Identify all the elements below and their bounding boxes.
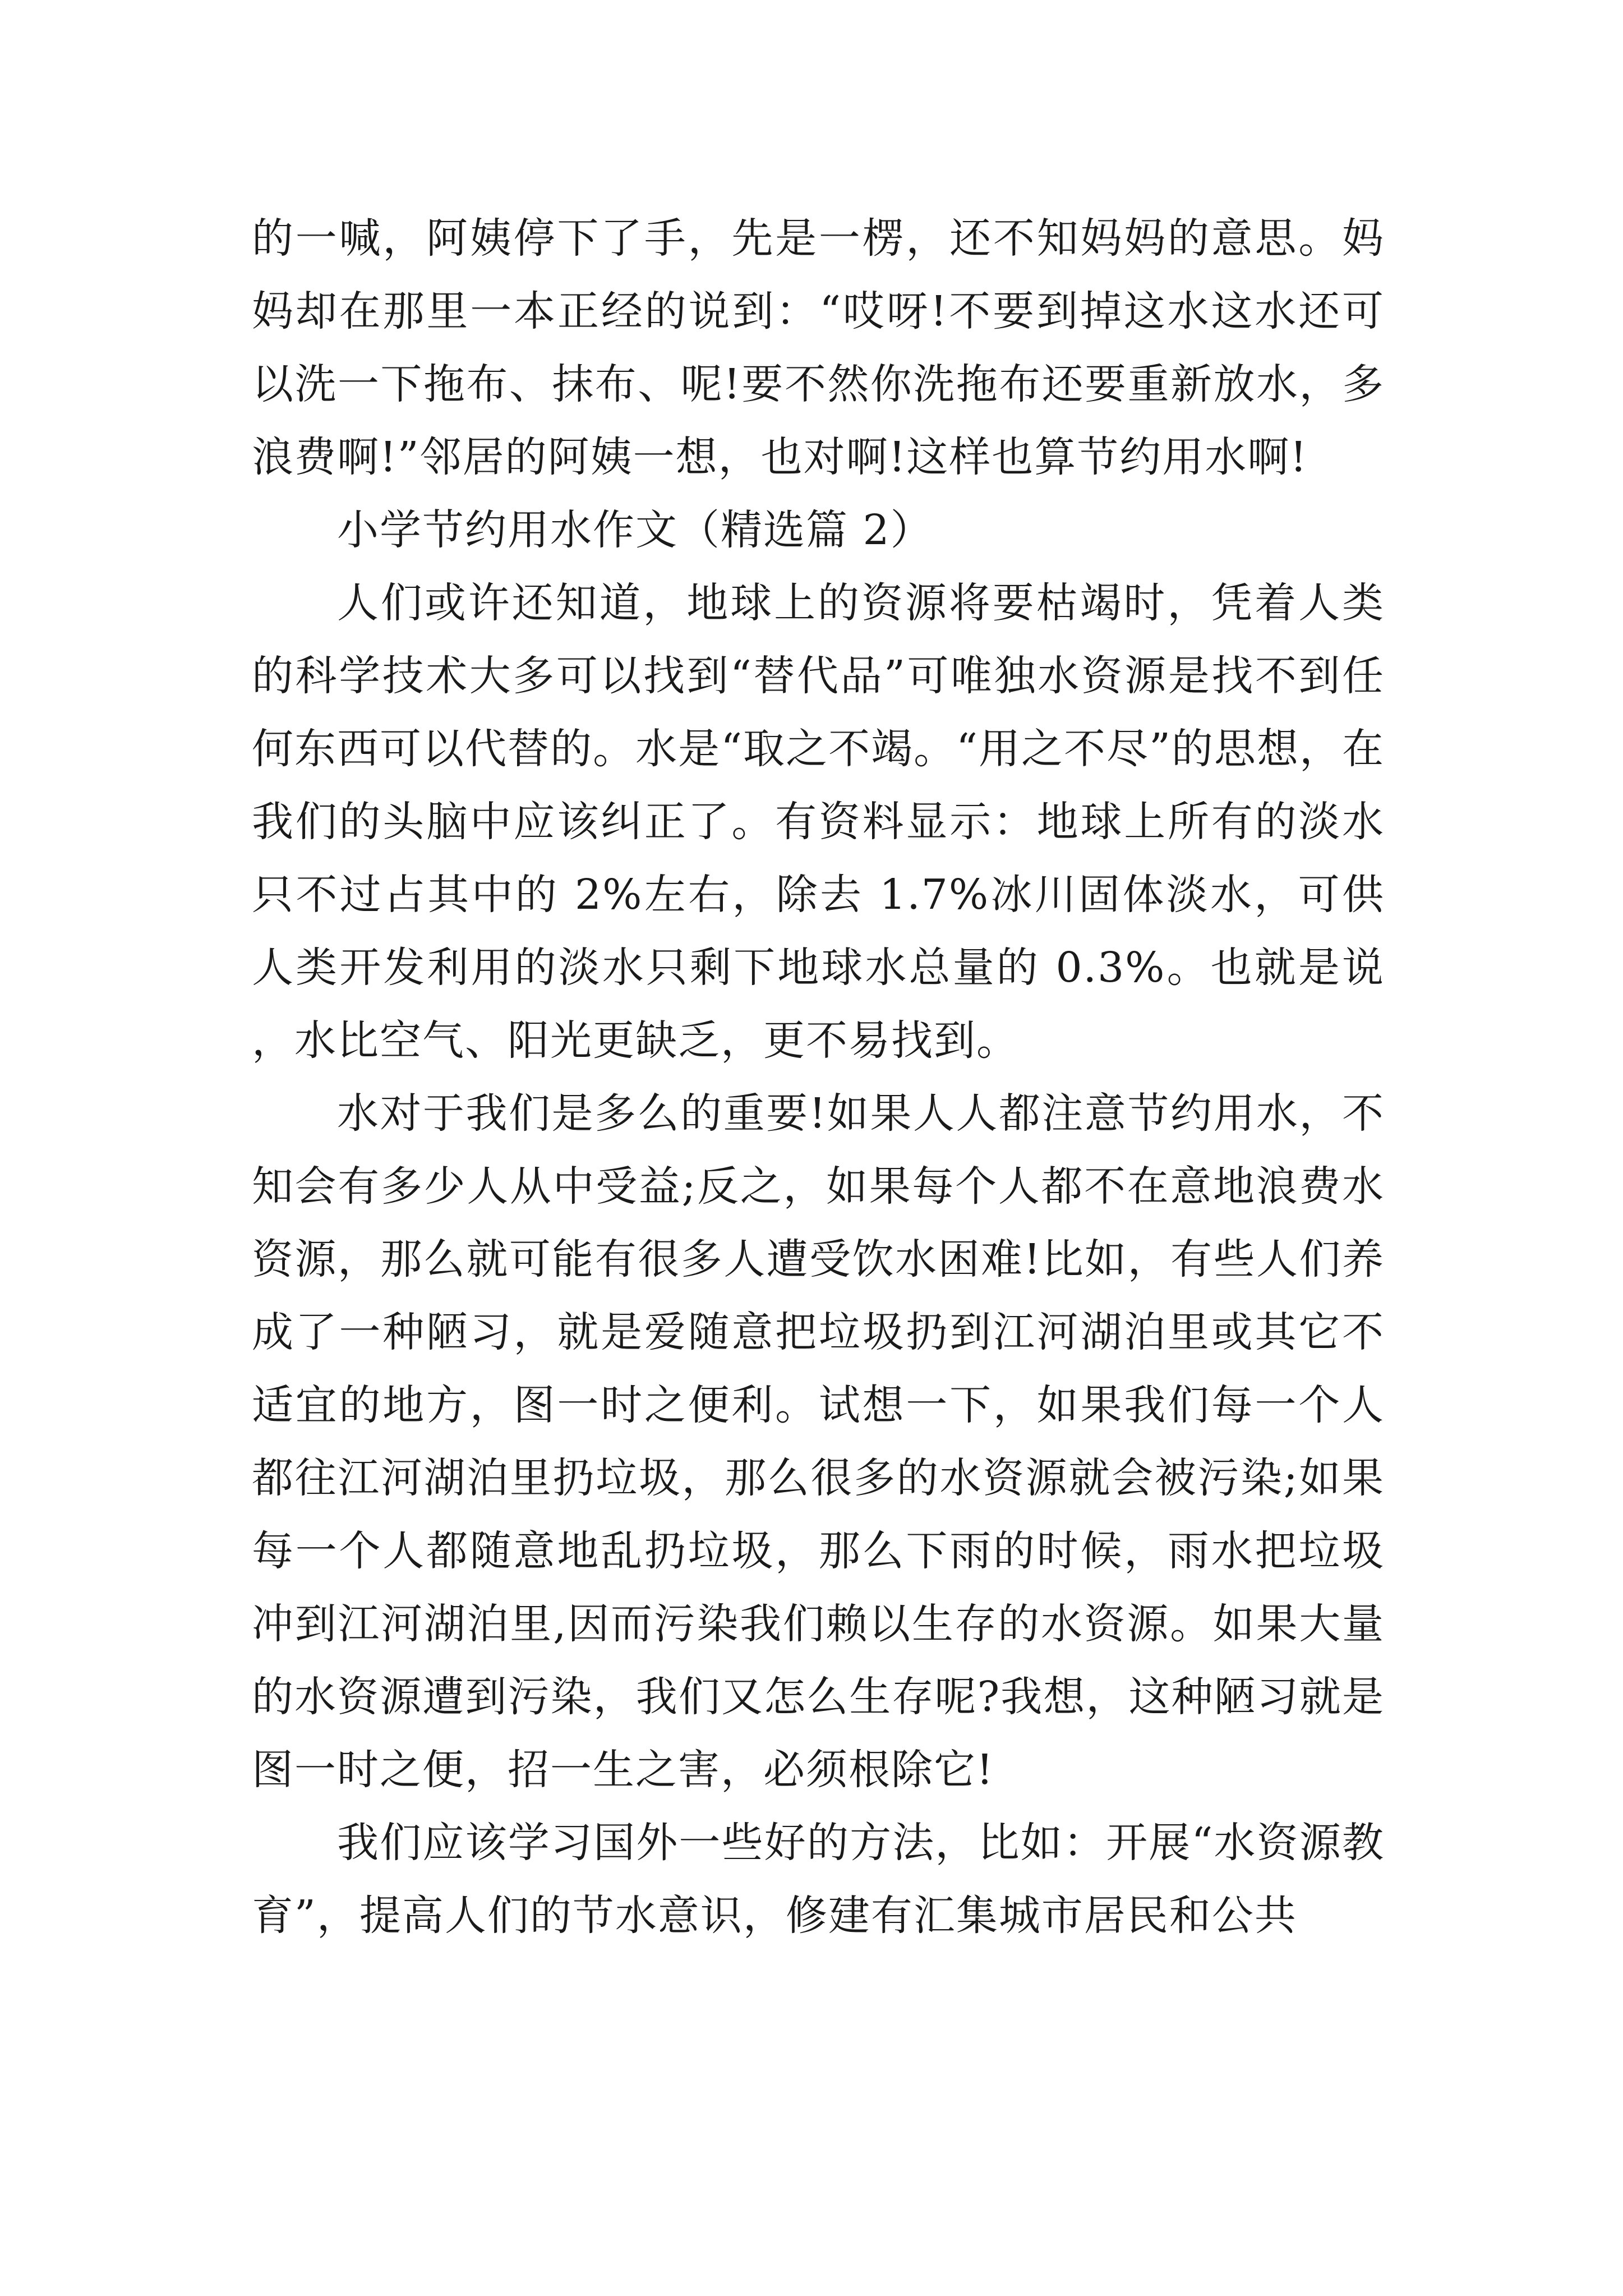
document-body	[252, 202, 1385, 1952]
section-heading: 小学节约用水作文（精选篇 2）	[337, 506, 933, 554]
paragraph-continued: 的一喊，阿姨停下了手，先是一楞，还不知妈妈的意思。妈妈却在那里一本正经的说到：“哎呀!不要到掉这水这水还可以洗一下拖布、抹布、呢!要不然你洗拖布还要重新放水，多浪费啊!”邻居的阿姨一想，也对啊!这样也算节约用水啊!	[252, 214, 1385, 481]
paragraph-water-importance: 水对于我们是多么的重要!如果人人都注意节约用水，不知会有多少人从中受益;反之，如果每个人都不在意地浪费水资源，那么就可能有很多人遭受饮水困难!比如，有些人们养成了一种陋习，就是爱随意把垃圾扔到江河湖泊里或其它不适宜的地方，图一时之便利。试想一下，如果我们每一个人都往江河湖泊里扔垃圾，那么很多的水资源就会被污染;如果每一个人都随意地乱扔垃圾，那么下雨的时候，雨水把垃圾冲到江河湖泊里,因而污染我们赖以生存的水资源。如果大量的水资源遭到污染，我们又怎么生存呢?我想，这种陋习就是图一时之便，招一生之害，必须根除它!	[252, 1089, 1385, 1794]
paragraph-learn-methods: 我们应该学习国外一些好的方法，比如：开展“水资源教育”，提高人们的节水意识，修建有汇集城市居民和公共	[252, 1819, 1385, 1940]
paragraph-water-resources: 人们或许还知道，地球上的资源将要枯竭时，凭着人类的科学技术大多可以找到“替代品”可唯独水资源是找不到任何东西可以代替的。水是“取之不竭。“用之不尽”的思想，在我们的头脑中应该纠正了。有资料显示：地球上所有的淡水只不过占其中的 2%左右，除去 1.7%冰川固体淡水，可供人类开发利用的淡水只剩下地球水总量的 0.3%。也就是说，水比空气、阳光更缺乏，更不易找到。	[252, 579, 1385, 1065]
